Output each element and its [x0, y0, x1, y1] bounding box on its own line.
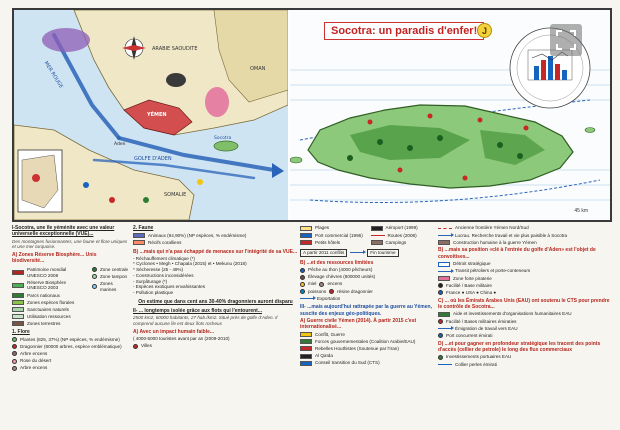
legend-column-1: [12, 224, 130, 428]
menace-item: - Réchauffement climatique (*): [133, 255, 195, 261]
swatch: [92, 284, 97, 289]
legend-item: Aéroport (1999): [371, 225, 436, 231]
swatch: [300, 339, 312, 344]
dragonnier-note: On estime que dans cent ans 30-40% dragonniers auront disparu: [138, 298, 293, 305]
legend-ressource-item: Pêche au thon (4000 pêcheurs): [300, 267, 435, 273]
legend-war-item: Rebelles Houthistes (Soutenue par l'Iran): [300, 346, 435, 352]
legend-item: Sanctuaires naturels: [12, 307, 86, 313]
legend-flore-item: Plantes (825, 37%) (NP espèces, % endémisme): [12, 337, 130, 343]
legend-item: Petits hôtels: [300, 240, 365, 246]
legend-ressource-row: miel encens: [300, 281, 435, 287]
map-scale: 45 km: [574, 208, 588, 214]
migration-arrow-icon: [438, 235, 452, 236]
legend-section-a2: A) Avec un impact humain faible...: [133, 328, 215, 335]
legend-war-item: Conseil transition du Sud (CTS): [300, 360, 435, 366]
transit-arrow-icon: [438, 271, 452, 272]
investment-icon: [438, 355, 443, 360]
label-socotra-small: Socotra: [214, 136, 232, 141]
label-oman: OMAN: [250, 66, 266, 72]
legend-item: Parcs nationaux: [12, 293, 86, 299]
legend-pos-item: Détroit stratégique: [438, 261, 612, 267]
pearl-string-icon: [438, 364, 452, 365]
legend-header-item: Lucrau. Recherche travail et vie plus paisible à Socotra: [438, 233, 612, 239]
swatch: [12, 293, 24, 298]
strait-icon: [438, 262, 450, 267]
arrow-icon: [350, 252, 364, 253]
incense-icon: [319, 282, 324, 287]
legend-pos-item: Zone forte piraterie: [438, 276, 612, 282]
swatch: [300, 361, 312, 366]
legend-item: Zones espèces florales: [12, 300, 86, 306]
legend-section-ii: II- ... longtemps isolée grâce aux flots qui l'entourent...: [133, 308, 262, 315]
fish-icon: [300, 289, 305, 294]
island-stats: 2500 km2, 60000 habitants, 27 hab./km2. Situé près de golfe d'Aden. Il comprend aucune île est deux îlots rocheux: [133, 315, 278, 327]
export-arrow-icon: [300, 298, 314, 299]
legend-war-item: Al Qaïda: [300, 353, 435, 359]
military-base-icon: [438, 319, 443, 324]
dragon-tree-icon: [12, 344, 17, 349]
legend-pos-item: Transit pétroliers et porte-conteneurs: [438, 268, 612, 274]
swatch: [12, 300, 24, 305]
label-golfe-aden: GOLFE D'ADEN: [134, 156, 172, 162]
socotra-map: [290, 10, 610, 220]
legend-item: Plages: [300, 225, 365, 231]
legend-recifs-item: Récifs coralliens: [133, 240, 298, 246]
piracy-icon: [438, 276, 450, 281]
legend-section-d4: D) ...et pour gagner en profondeur stratégique les tracent des points d'accès (cellier de petrole) le long des flux commerciaux: [438, 340, 601, 353]
legend-section-b: B) ...mais qui n'a pas échappé de menaces sur l'intégrité de sa VUE...: [133, 248, 298, 255]
camping-icon: [371, 240, 383, 245]
legend-item: Routes (2008): [371, 233, 436, 239]
legend-item: Port commercial (1996): [300, 233, 365, 239]
legend-eau-item: Facilité / Bases militaires émiraties: [438, 319, 612, 325]
swatch: [12, 307, 24, 312]
fullscreen-button[interactable]: [550, 24, 582, 56]
goat-icon: [300, 275, 305, 280]
legend-section-a3: A) Guerre civile Yémen (2014). À partir 2015 c'est internationalisé...: [300, 317, 417, 331]
menace-item: * Sécheresse (25 - 49%): [133, 267, 184, 273]
legend-side-item: Zone centrale: [92, 267, 130, 273]
legend-heading-1: I-Socotra, une île yéménite avec une valeur universelle exceptionnelle (VUE)...: [12, 225, 115, 238]
flag-icon: [438, 290, 443, 295]
conflict-icon: [300, 332, 312, 337]
legend-section-faune: 2. Faune: [133, 225, 154, 231]
label-mer-rouge: MER ROUGE: [42, 60, 64, 90]
resin-icon: [329, 289, 334, 294]
swatch: [12, 270, 24, 275]
swatch: [300, 346, 312, 351]
menace-item: * Cyclones • Megh • Chapala (2015) et • Mekunu (2018): [133, 261, 247, 267]
regional-map: [14, 10, 288, 220]
city-icon: [133, 344, 138, 349]
label-somalie: SOMALIE: [164, 192, 187, 198]
swatch: [300, 354, 312, 359]
port-icon: [438, 333, 443, 338]
border-icon: [438, 228, 452, 229]
legend-ressource-row: poissons résine dragonnier: [300, 289, 435, 295]
swatch: [92, 267, 97, 272]
legend-eau-item: Émigration de travail vers EAU: [438, 326, 612, 332]
legend-side-item: Zone tampon: [92, 274, 130, 280]
legend-villes-item: Villes: [133, 343, 298, 349]
legend-section-iii: III- ...mais aujourd'hui rattrapée par la guerre au Yémen, suscite des enjeux géo-politiques.: [300, 304, 432, 317]
fish-icon: [300, 268, 305, 273]
legend-flore-item: Dragonnier (80000 arbres, espèce emblématique): [12, 344, 130, 350]
construction-icon: [438, 240, 450, 245]
legend-eau-item: Aide et investissements d'organisations humanitaires EAU: [438, 311, 612, 317]
legend-final-item: Collier perles émirati: [438, 362, 612, 368]
beach-icon: [300, 226, 312, 231]
label-yemen: YÉMEN: [147, 112, 167, 118]
map-title: Socotra: un paradis d'enfer!: [324, 22, 484, 40]
legend-faune-item: Animaux (94,90%) (NP espèces, % endémisme): [133, 233, 298, 239]
swatch: [12, 314, 24, 319]
legend-item: Campings: [371, 240, 436, 246]
tree-icon: [12, 366, 17, 371]
port-icon: [300, 233, 312, 238]
legend-section-flore: 1. Flore: [12, 329, 30, 336]
menace-item: - Surpâturage (*): [133, 278, 168, 284]
menace-item: - Espèces exotiques envahissantes: [133, 284, 206, 290]
legend-pos-item: France ● USA ● China ●: [438, 290, 612, 296]
legend-section-c4: C) ... où les Émirats Arabes Unis (EAU) ont soutenu le CTS pour prendre le contrôle de Socotra...: [438, 297, 610, 310]
plant-icon: [12, 337, 17, 342]
menace-item: - Constructions inconsidérées: [133, 272, 194, 278]
road-icon: [371, 235, 385, 236]
rose-icon: [12, 359, 17, 364]
legend-final-item: Investissements portuaires EAU: [438, 354, 612, 360]
legend-war-item: Forces gouvernementales (Coalition Arabie/EAU): [300, 339, 435, 345]
legend-section-a: A) Zones Réserve Biosphère... Unis biodiversité...: [12, 251, 97, 265]
menace-item: - Pollution plastique: [133, 290, 174, 296]
legend-column-3: [300, 224, 435, 428]
legend-export: Exportation: [300, 296, 435, 302]
legend-war-item: Conflit, Guerre: [300, 332, 435, 338]
legend-section-b3: B) ...et des ressources limitées: [300, 259, 374, 266]
legend-flore-item: Arbre encens: [12, 351, 130, 357]
military-base-icon: [438, 283, 443, 288]
visitors-text: ( 4000-5000 touristes avant par an (2009-2010): [133, 336, 230, 342]
map-badge: J: [477, 23, 492, 38]
legend-flore-item: Arbre encens: [12, 365, 130, 371]
swatch: [92, 274, 97, 279]
legend-item: Zones terrestres: [12, 321, 86, 327]
legend-since-conflicts: A partir 2011 conflits Fin tourisme: [300, 249, 435, 257]
label-aden: Aden: [114, 142, 126, 147]
aid-icon: [438, 312, 450, 317]
animal-icon: [133, 233, 145, 238]
swatch: [12, 283, 24, 288]
label-arabie-saoudite: ARABIE SAOUDITE: [152, 46, 198, 52]
map-panel: [12, 8, 612, 222]
tree-icon: [12, 351, 17, 356]
legend-item: Patrimoine mondial UNESCO 2008: [12, 267, 86, 278]
emigration-arrow-icon: [438, 328, 452, 329]
legend-flore-item: Rose du désert: [12, 358, 130, 364]
legend-section-pos: B) ...mais sa position «clé à l'entrée du golfe d'Aden» est l'objet de convoitises...: [438, 247, 596, 260]
legend-item: Utilisation ressources: [12, 314, 86, 320]
legend-column-4: [438, 224, 612, 428]
hotel-icon: [300, 240, 312, 245]
legend-column-2: [133, 224, 298, 428]
fullscreen-icon: [550, 24, 582, 56]
airport-icon: [371, 226, 383, 231]
legend-eau-item: Port concurrent émirati: [438, 333, 612, 339]
honey-icon: [300, 282, 305, 287]
legend-header-item: Construction humaine à la guerre Yémen: [438, 240, 612, 246]
legend-intro-1: Des montagnes fusionnantes, une faune et flore uniques et une mer turquoise.: [12, 238, 128, 250]
legend-ressource-item: Élevage chèvres (800000 unités): [300, 274, 435, 280]
coral-icon: [133, 240, 145, 245]
legend-pos-item: Facilité / Base militaire: [438, 283, 612, 289]
legend-header-item: Ancienne frontière Yémen Nord/Sud: [438, 225, 612, 231]
legend-item: Réserve Biosphère UNESCO 2003: [12, 280, 86, 291]
swatch: [12, 321, 24, 326]
legend-side-item: Zones marines: [92, 281, 130, 292]
